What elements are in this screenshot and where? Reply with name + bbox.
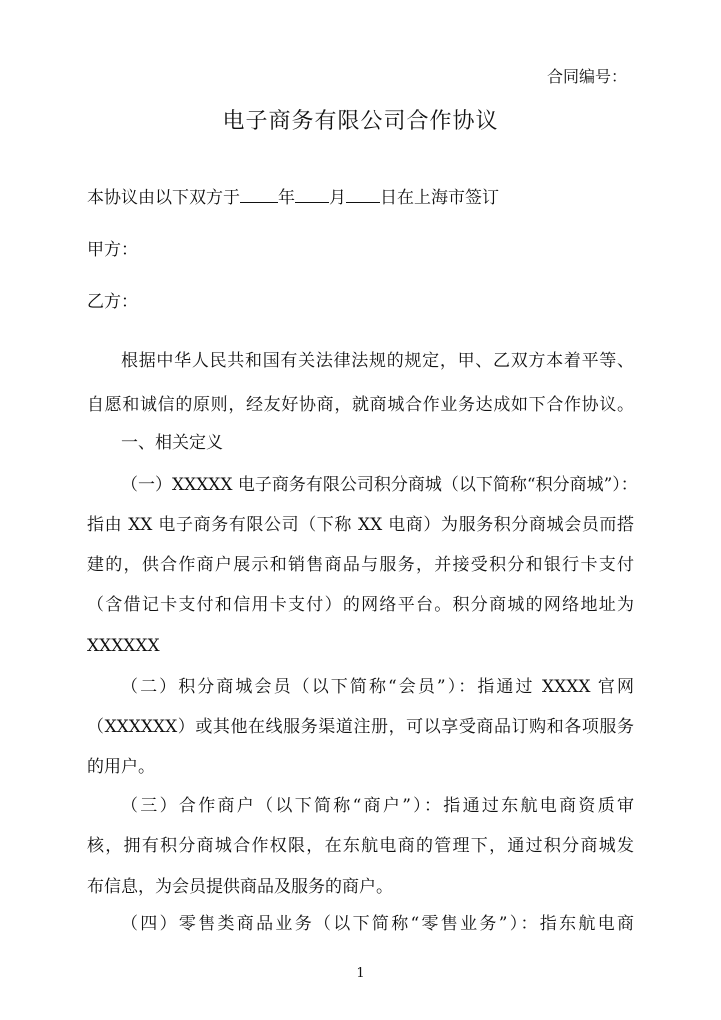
def3-line-1: （三）合作商户（以下简称“商户”）：指通过东航电商资质审	[121, 796, 634, 816]
def3-line-3: 布信息，为会员提供商品及服务的商户。	[87, 877, 393, 897]
def2-line-1: （二）积分商城会员（以下简称“会员”）：指通过 XXXX 官网	[121, 677, 634, 697]
page-number: 1	[356, 966, 365, 981]
intro-prefix: 本协议由以下双方于	[87, 188, 240, 208]
document-title: 电子商务有限公司合作协议	[222, 109, 499, 134]
preamble-line-1: 根据中华人民共和国有关法律法规的规定，甲、乙双方本着平等、	[121, 351, 634, 371]
intro-line	[87, 185, 634, 210]
contract-number-label: 合同编号：	[546, 67, 627, 86]
intro-year: 年	[278, 188, 295, 208]
month-blank	[295, 185, 329, 203]
party-b-label: 乙方：	[87, 292, 138, 312]
preamble-line-2: 自愿和诚信的原则，经友好协商，就商城合作业务达成如下合作协议。	[87, 395, 634, 415]
section-1-title: 一、相关定义	[121, 433, 223, 453]
def1-line-4: （含借记卡支付和信用卡支付）的网络平台。积分商城的网络地址为	[87, 595, 634, 615]
def3-line-2: 核，拥有积分商城合作权限，在东航电商的管理下，通过积分商城发	[87, 836, 634, 856]
def1-line-2: 指由 XX 电子商务有限公司（下称 XX 电商）为服务积分商城会员而搭	[87, 515, 634, 535]
def2-line-2: （XXXXXX）或其他在线服务渠道注册，可以享受商品订购和各项服务	[87, 717, 634, 737]
def2-line-3: 的用户。	[87, 757, 155, 777]
def4-line-1: （四）零售类商品业务（以下简称“零售业务”）：指东航电商	[121, 914, 634, 934]
intro-suffix: 日在上海市签订	[380, 188, 499, 208]
def1-line-5: XXXXXX	[87, 636, 160, 656]
party-a-label: 甲方：	[87, 240, 138, 260]
intro-month: 月	[329, 188, 346, 208]
def1-line-3: 建的，供合作商户展示和销售商品与服务，并接受积分和银行卡支付	[87, 555, 634, 575]
year-blank	[240, 185, 278, 203]
day-blank	[346, 185, 380, 203]
def1-line-1: （一）XXXXX 电子商务有限公司积分商城（以下简称“积分商城”）：	[121, 475, 638, 495]
